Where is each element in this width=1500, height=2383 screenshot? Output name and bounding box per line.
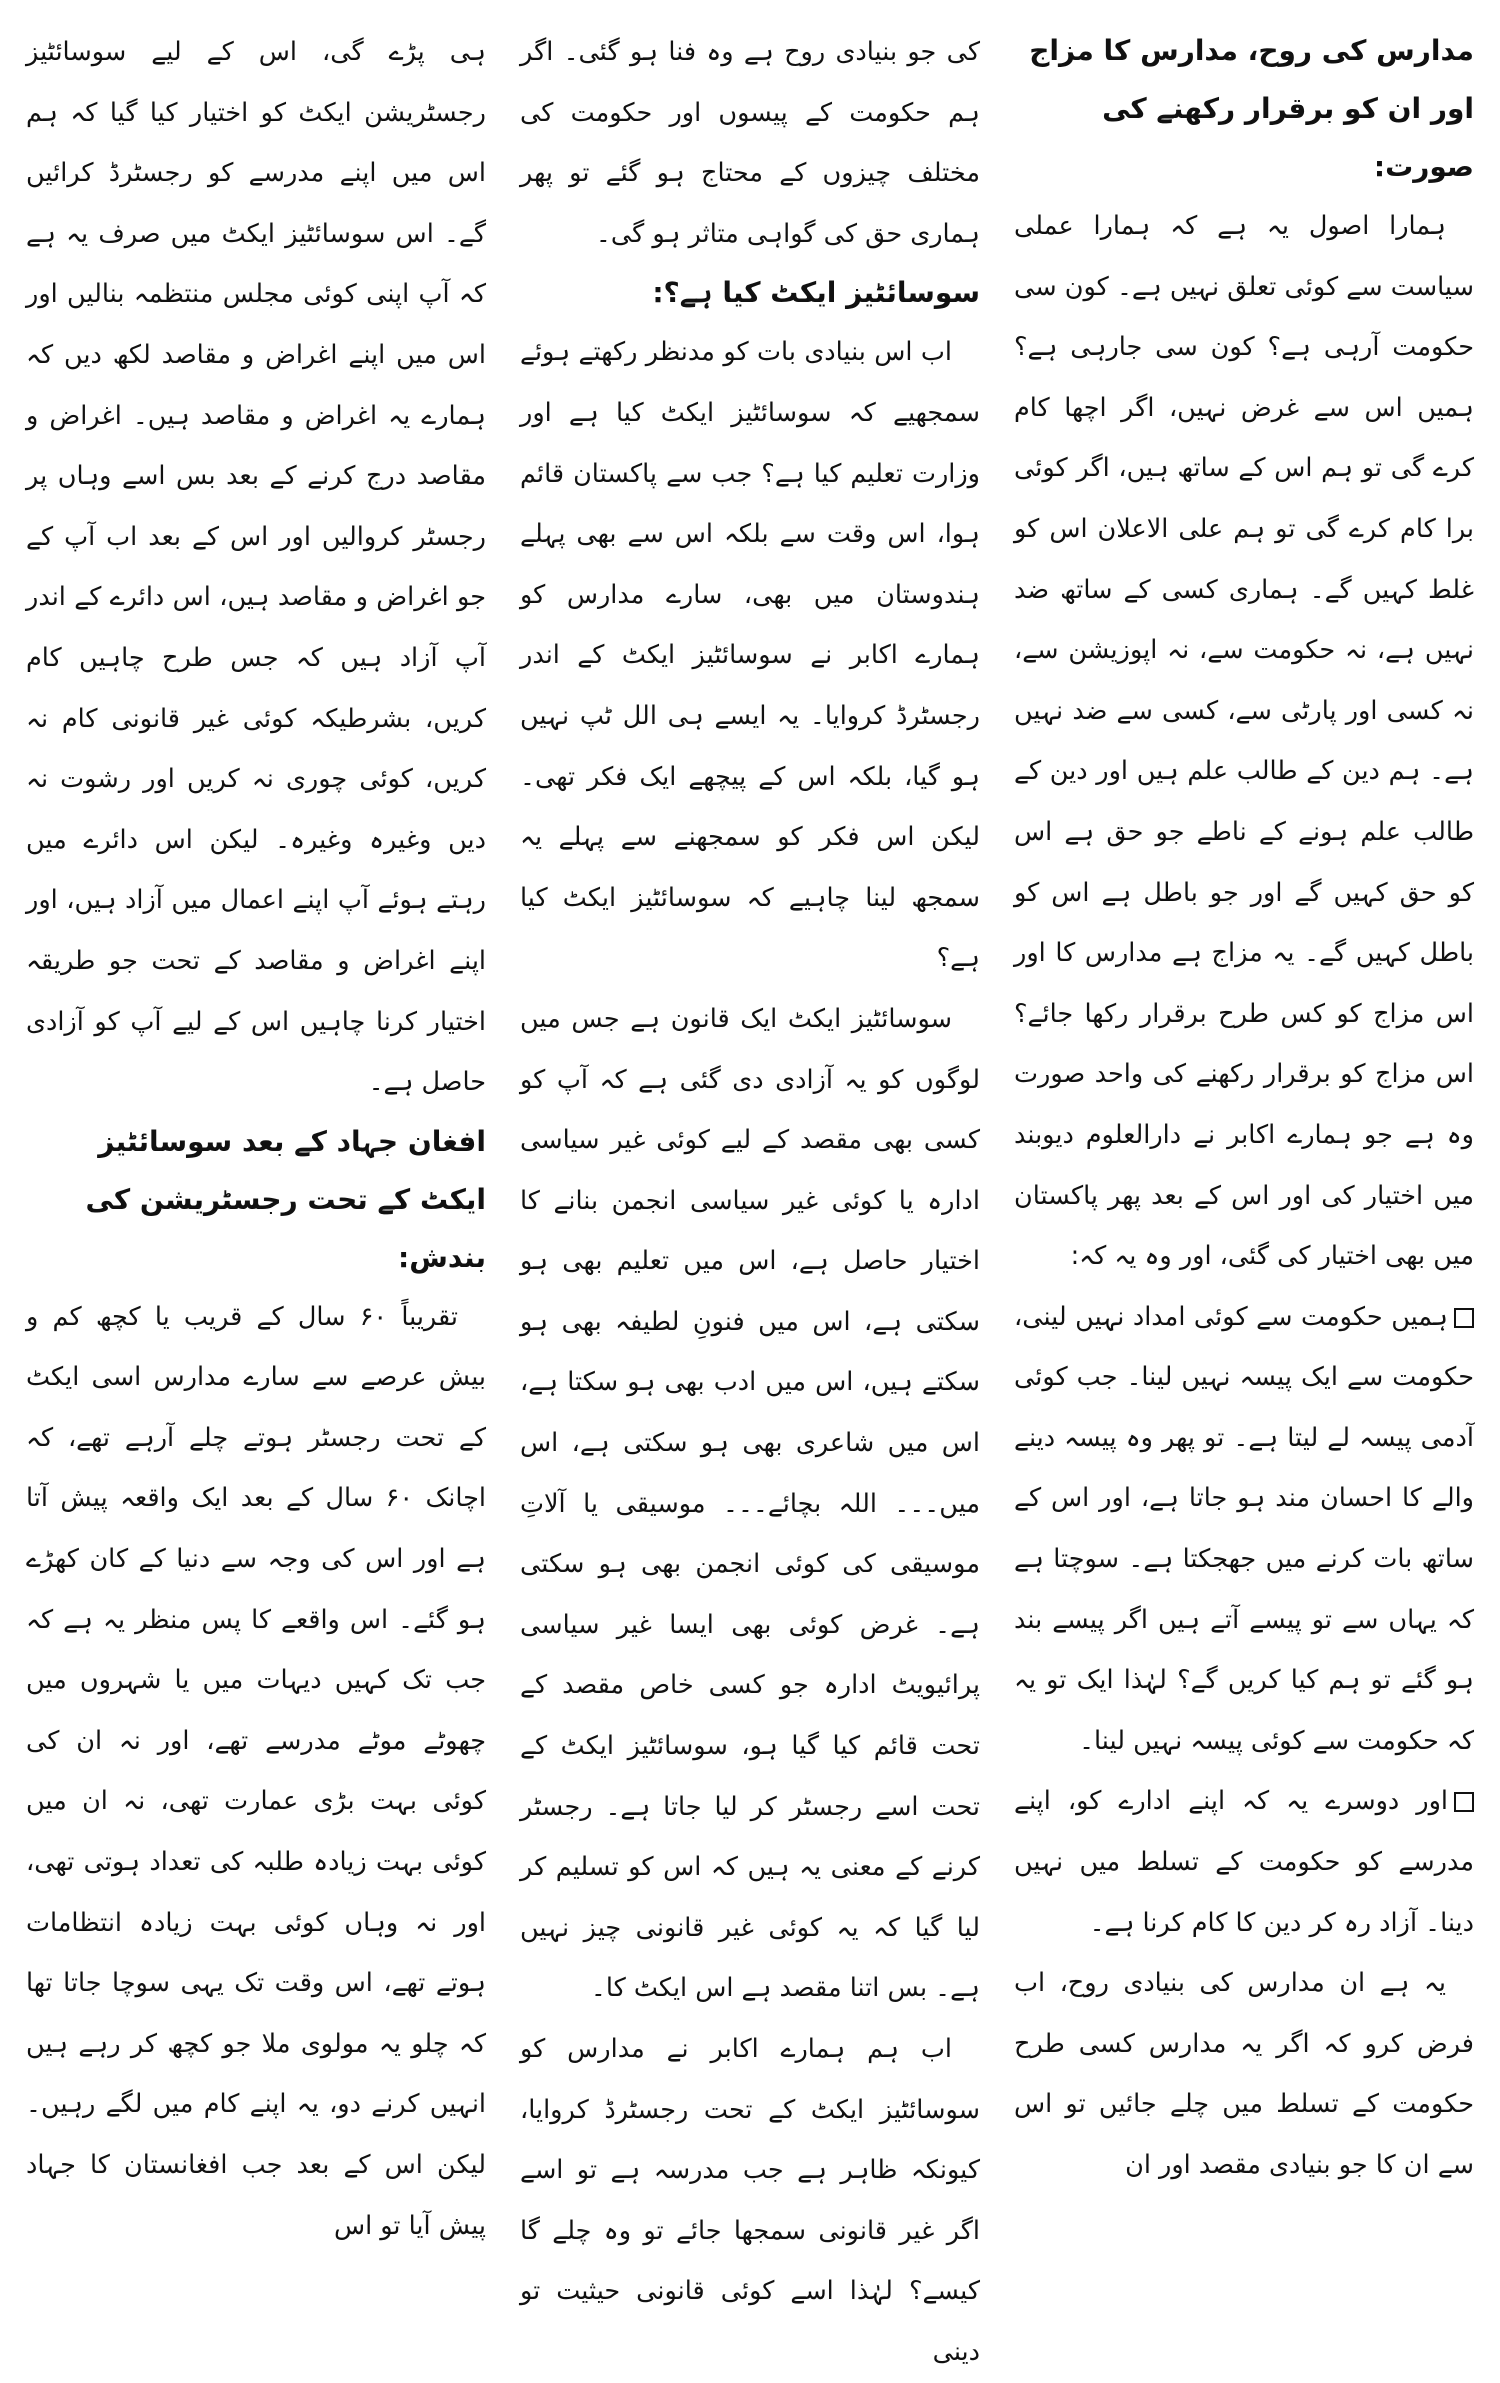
- bullet-item: [1014, 1771, 1474, 1953]
- bullet-text: ہمیں حکومت سے کوئی امداد نہیں لینی، حکومت سے ایک پیسہ نہیں لینا۔ جب کوئی آدمی پیسہ لے لیتا ہے۔ تو پھر وہ پیسہ دینے والے کا احسان مند ہو جاتا ہے، اور اس کے ساتھ بات کرنے میں جھجکتا ہے۔ سوچتا ہے کہ یہاں سے تو پیسے آتے ہیں اگر پیسے بند ہو گئے تو ہم کیا کریں گے؟ لہٰذا ایک تو یہ کہ حکومت سے کوئی پیسہ نہیں لینا۔: [1014, 1301, 1474, 1756]
- paragraph: کی جو بنیادی روح ہے وہ فنا ہو گئی۔ اگر ہم حکومت کے پیسوں اور حکومت کی مختلف چیزوں کے محتاج ہو گئے تو پھر ہماری حق کی گواہی متاثر ہو گی۔: [520, 37, 980, 249]
- paragraph: اب ہم ہمارے اکابر نے مدارس کو سوسائٹیز ایکٹ کے تحت رجسٹرڈ کروایا، کیونکہ ظاہر ہے جب مدرسہ ہے تو اسے اگر غیر قانونی سمجھا جائے تو وہ چلے گا کیسے؟ لہٰذا اسے کوئی قانونی حیثیت تو دینی: [520, 2034, 980, 2367]
- checkbox-icon: [1454, 1792, 1474, 1812]
- paragraph: ہی پڑے گی، اس کے لیے سوسائٹیز رجسٹریشن ایکٹ کو اختیار کیا گیا کہ ہم اس میں اپنے مدرسے کو رجسٹرڈ کرائیں گے۔ اس سوسائٹیز ایکٹ میں صرف یہ ہے کہ آپ اپنی کوئی مجلس منتظمہ بنالیں اور اس میں اپنے اغراض و مقاصد لکھ دیں کہ ہمارے یہ اغراض و مقاصد ہیں۔ اغراض و مقاصد درج کرنے کے بعد بس اسے وہاں پر رجسٹر کروالیں اور اس کے بعد اب آپ کے جو اغراض و مقاصد ہیں، اس دائرے کے اندر آپ آزاد ہیں کہ جس طرح چاہیں کام کریں، بشرطیکہ کوئی غیر قانونی کام نہ کریں، کوئی چوری نہ کریں اور رشوت نہ دیں وغیرہ وغیرہ۔ لیکن اس دائرے میں رہتے ہوئے آپ اپنے اعمال میں آزاد ہیں، اور اپنے اغراض و مقاصد کے تحت جو طریقہ اختیار کرنا چاہیں اس کے لیے آپ کو آزادی حاصل ہے۔: [26, 37, 486, 1098]
- paragraph: سوسائٹیز ایکٹ ایک قانون ہے جس میں لوگوں کو یہ آزادی دی گئی ہے کہ آپ کو کسی بھی مقصد کے لیے کوئی غیر سیاسی ادارہ یا کوئی غیر سیاسی انجمن بنانے کا اختیار حاصل ہے، اس میں تعلیم بھی ہو سکتی ہے، اس میں فنونِ لطیفہ بھی ہو سکتے ہیں، اس میں ادب بھی ہو سکتا ہے، اس میں شاعری بھی ہو سکتی ہے، اس میں۔۔۔ اللہ بچائے۔۔۔ موسیقی یا آلاتِ موسیقی کی کوئی انجمن بھی ہو سکتی ہے۔ غرض کوئی بھی ایسا غیر سیاسی پرائیویٹ ادارہ جو کسی خاص مقصد کے تحت قائم کیا گیا ہو، سوسائٹیز ایکٹ کے تحت اسے رجسٹر کر لیا جاتا ہے۔ رجسٹر کرنے کے معنی یہ ہیں کہ اس کو تسلیم کر لیا گیا کہ یہ کوئی غیر قانونی چیز نہیں ہے۔ بس اتنا مقصد ہے اس ایکٹ کا۔: [520, 1003, 980, 2004]
- paragraph: ہمارا اصول یہ ہے کہ ہمارا عملی سیاست سے کوئی تعلق نہیں ہے۔ کون سی حکومت آرہی ہے؟ کون سی جارہی ہے؟ ہمیں اس سے غرض نہیں، اگر اچھا کام کرے گی تو ہم اس کے ساتھ ہیں، اگر کوئی برا کام کرے گی تو ہم علی الاعلان اس کو غلط کہیں گے۔ ہماری کسی کے ساتھ ضد نہیں ہے، نہ حکومت سے، نہ اپوزیشن سے، نہ کسی اور پارٹی سے، کسی سے ضد نہیں ہے۔ ہم دین کے طالب علم ہیں اور دین کے طالب علم ہونے کے ناطے جو حق ہے اس کو حق کہیں گے اور جو باطل ہے اس کو باطل کہیں گے۔ یہ مزاج ہے مدارس کا اور اس مزاج کو کس طرح برقرار رکھا جائے؟ اس مزاج کو برقرار رکھنے کی واحد صورت وہ ہے جو ہمارے اکابر نے دارالعلوم دیوبند میں اختیار کی اور اس کے بعد پھر پاکستان میں بھی اختیار کی گئی، اور وہ یہ کہ:: [1014, 211, 1474, 1272]
- section-heading: سوسائٹیز ایکٹ کیا ہے؟:: [652, 276, 980, 310]
- section-heading: مدارس کی روح، مدارس کا مزاج اور ان کو برقرار رکھنے کی صورت:: [1029, 34, 1474, 183]
- bullet-item: [1014, 1287, 1474, 1772]
- checkbox-icon: [1454, 1308, 1474, 1328]
- paragraph: اب اس بنیادی بات کو مدنظر رکھتے ہوئے سمجھیے کہ سوسائٹیز ایکٹ کیا ہے اور وزارت تعلیم کیا ہے؟ جب سے پاکستان قائم ہوا، اس وقت سے بلکہ اس سے بھی پہلے ہندوستان میں بھی، سارے مدارس کو ہمارے اکابر نے سوسائٹیز ایکٹ کے اندر رجسٹرڈ کروایا۔ یہ ایسے ہی الل ٹپ نہیں ہو گیا، بلکہ اس کے پیچھے ایک فکر تھی۔ لیکن اس فکر کو سمجھنے سے پہلے یہ سمجھ لینا چاہیے کہ سوسائٹیز ایکٹ کیا ہے؟: [520, 337, 980, 974]
- bullet-text: اور دوسرے یہ کہ اپنے ادارے کو، اپنے مدرسے کو حکومت کے تسلط میں نہیں دینا۔ آزاد رہ کر دین کا کام کرنا ہے۔: [1014, 1786, 1474, 1938]
- text-column-1: [1014, 22, 1474, 2182]
- paragraph: تقریباً ۶۰ سال کے قریب یا کچھ کم و بیش عرصے سے سارے مدارس اسی ایکٹ کے تحت رجسٹر ہوتے چلے آرہے تھے، کہ اچانک ۶۰ سال کے بعد ایک واقعہ پیش آتا ہے اور اس کی وجہ سے دنیا کے کان کھڑے ہو گئے۔ اس واقعے کا پس منظر یہ ہے کہ جب تک کہیں دیہات میں یا شہروں میں چھوٹے موٹے مدرسے تھے، اور نہ ان کی کوئی بہت بڑی عمارت تھی، نہ ان میں کوئی بہت زیادہ طلبہ کی تعداد ہوتی تھی، اور نہ وہاں کوئی بہت زیادہ انتظامات ہوتے تھے، اس وقت تک یہی سوچا جاتا تھا کہ چلو یہ مولوی ملا جو کچھ کر رہے ہیں انہیں کرنے دو، یہ اپنے کام میں لگے رہیں۔ لیکن اس کے بعد جب افغانستان کا جہاد پیش آیا تو اس: [26, 1301, 486, 2241]
- paragraph: یہ ہے ان مدارس کی بنیادی روح، اب فرض کرو کہ اگر یہ مدارس کسی طرح حکومت کے تسلط میں چلے جائیں تو اس سے ان کا جو بنیادی مقصد اور ان: [1014, 1968, 1474, 2180]
- text-column-2: [520, 22, 980, 2367]
- text-column-3: [26, 22, 486, 2241]
- section-heading: افغان جہاد کے بعد سوسائٹیز ایکٹ کے تحت رجسٹریشن کی بندش:: [85, 1124, 486, 1274]
